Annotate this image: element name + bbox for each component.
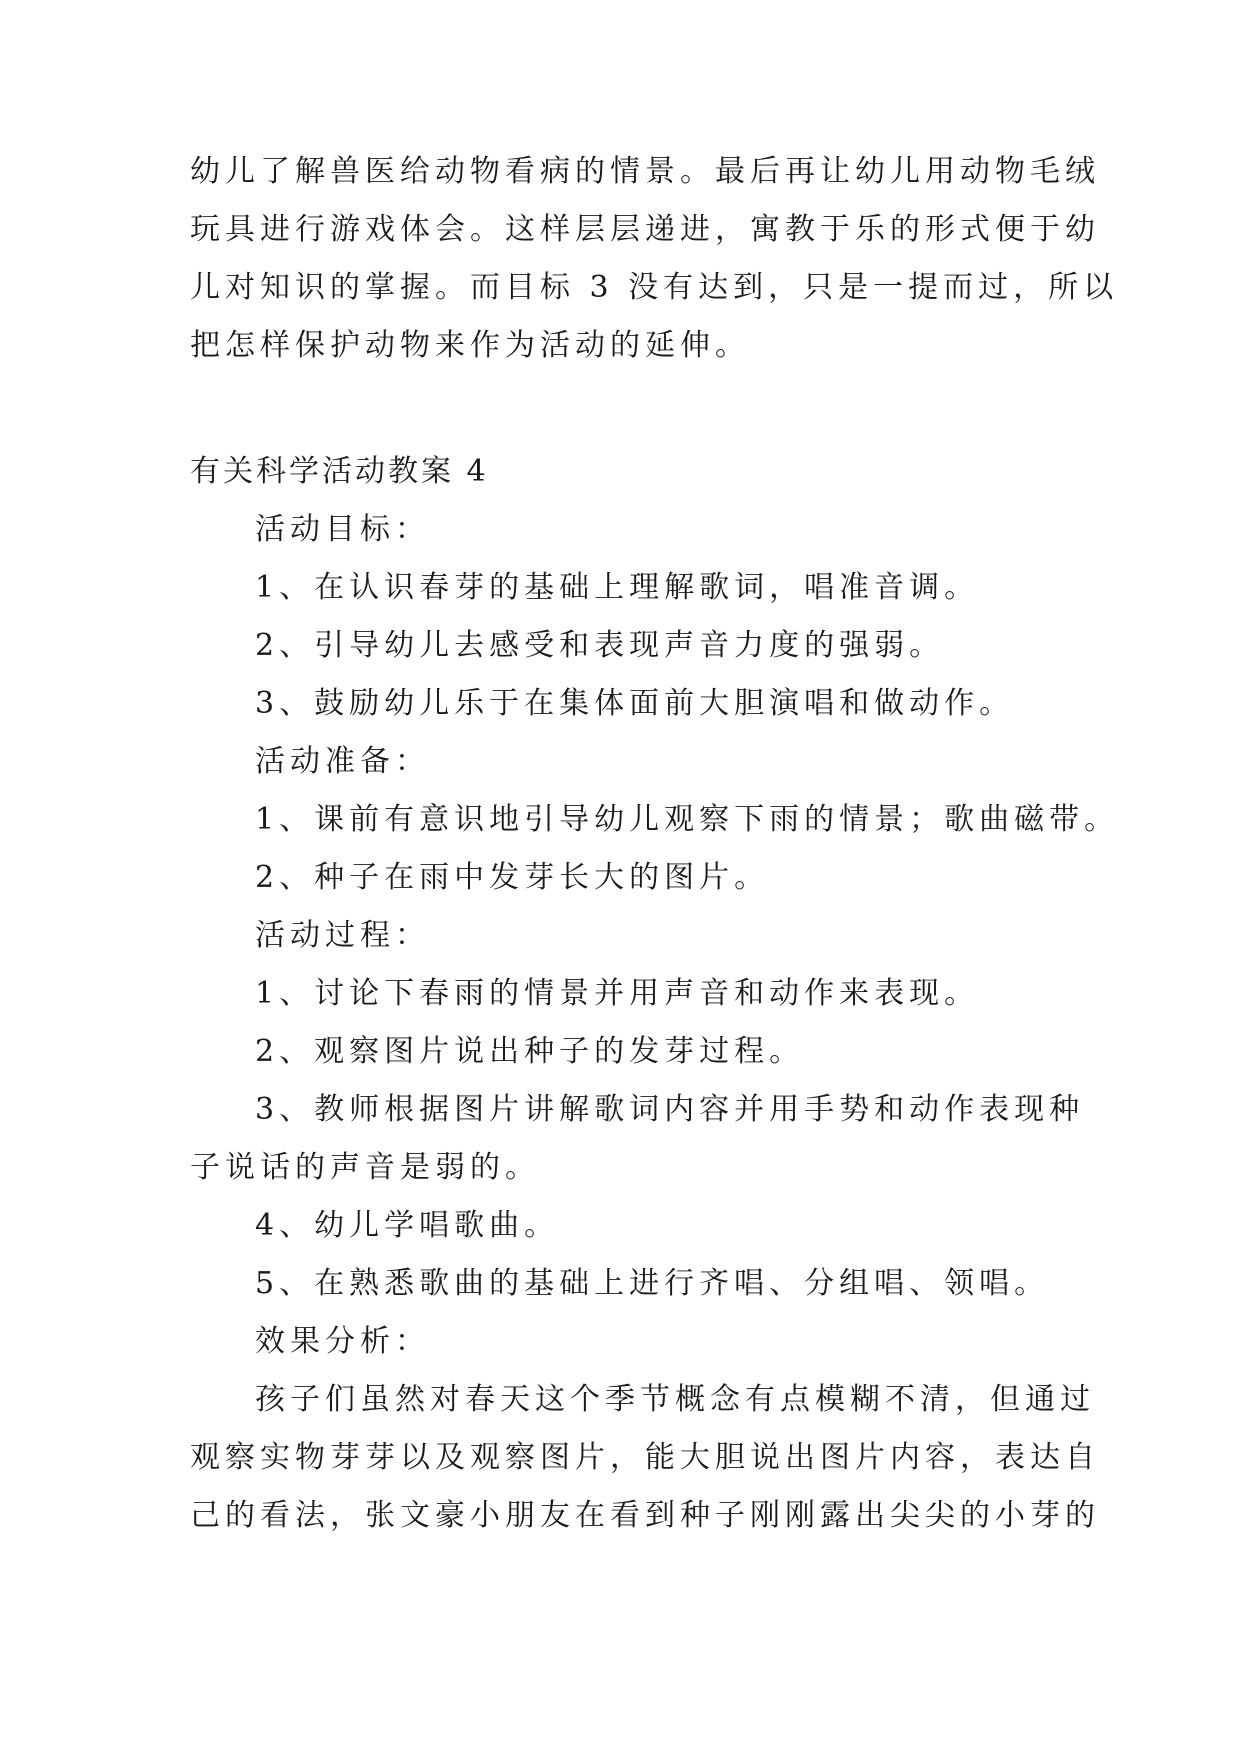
preparation-item-1: 1、课前有意识地引导幼儿观察下雨的情景；歌曲磁带。 bbox=[255, 802, 1120, 837]
process-item-2: 2、观察图片说出种子的发芽过程。 bbox=[255, 1034, 805, 1069]
intro-line-2: 玩具进行游戏体会。这样层层递进，寓教于乐的形式便于幼 bbox=[190, 212, 1100, 247]
goal-item-1: 1、在认识春芽的基础上理解歌词，唱准音调。 bbox=[255, 570, 980, 605]
process-item-5: 5、在熟悉歌曲的基础上进行齐唱、分组唱、领唱。 bbox=[255, 1266, 1050, 1301]
process-item-1: 1、讨论下春雨的情景并用声音和动作来表现。 bbox=[255, 976, 980, 1011]
analysis-line-1: 孩子们虽然对春天这个季节概念有点模糊不清，但通过 bbox=[255, 1382, 1095, 1417]
goal-item-3: 3、鼓励幼儿乐于在集体面前大胆演唱和做动作。 bbox=[255, 686, 1015, 721]
section-title: 有关科学活动教案 4 bbox=[190, 454, 489, 489]
process-item-4: 4、幼儿学唱歌曲。 bbox=[255, 1208, 560, 1243]
process-item-3-continued: 子说话的声音是弱的。 bbox=[190, 1150, 540, 1185]
preparation-item-2: 2、种子在雨中发芽长大的图片。 bbox=[255, 860, 770, 895]
analysis-line-2: 观察实物芽芽以及观察图片，能大胆说出图片内容，表达自 bbox=[190, 1440, 1100, 1475]
intro-line-3: 儿对知识的掌握。而目标 3 没有达到，只是一提而过，所以 bbox=[190, 270, 1119, 305]
analysis-heading: 效果分析： bbox=[255, 1324, 430, 1359]
process-heading: 活动过程： bbox=[255, 918, 430, 953]
process-item-3: 3、教师根据图片讲解歌词内容并用手势和动作表现种 bbox=[255, 1092, 1085, 1127]
goals-heading: 活动目标： bbox=[255, 512, 430, 547]
goal-item-2: 2、引导幼儿去感受和表现声音力度的强弱。 bbox=[255, 628, 945, 663]
intro-line-4: 把怎样保护动物来作为活动的延伸。 bbox=[190, 328, 750, 363]
preparation-heading: 活动准备： bbox=[255, 744, 430, 779]
analysis-line-3: 己的看法，张文豪小朋友在看到种子刚刚露出尖尖的小芽的 bbox=[190, 1498, 1100, 1533]
intro-line-1: 幼儿了解兽医给动物看病的情景。最后再让幼儿用动物毛绒 bbox=[190, 154, 1100, 189]
